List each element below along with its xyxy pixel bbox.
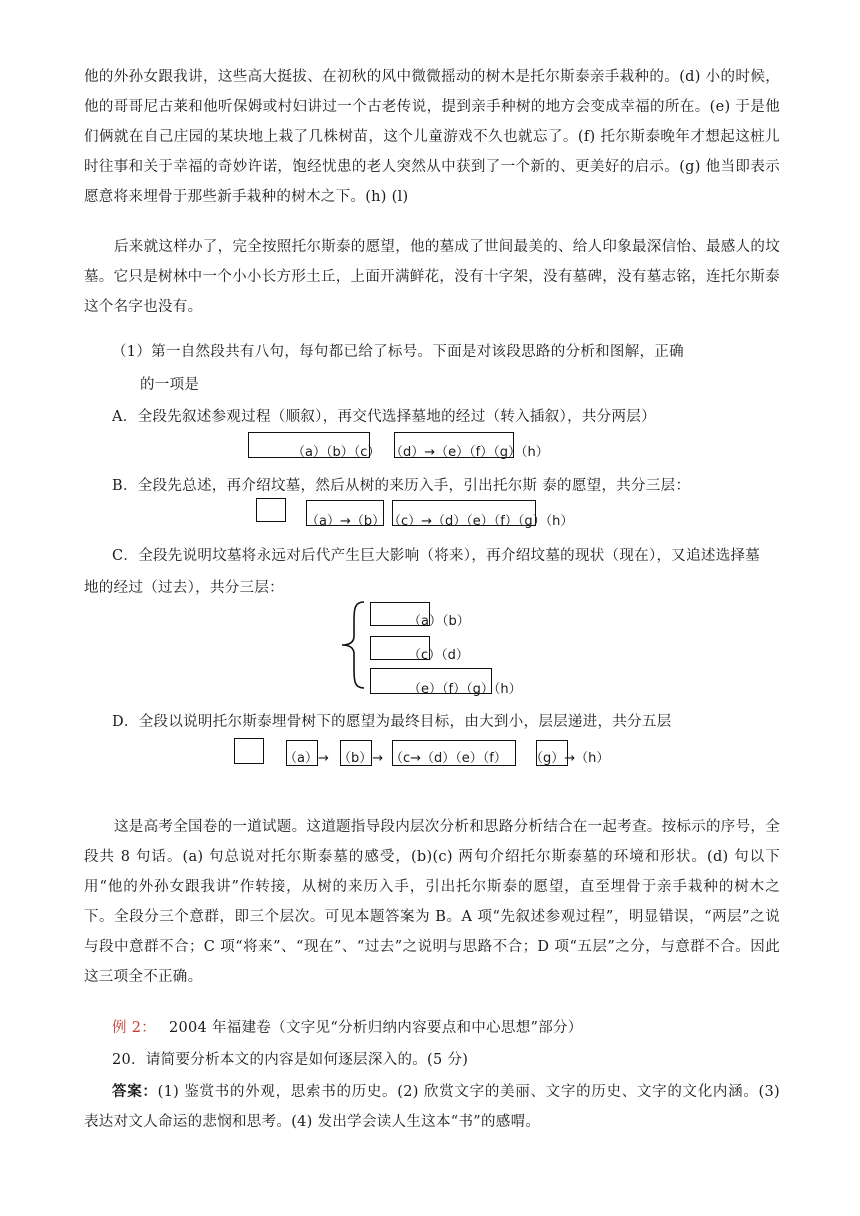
diagram-c-text-2: （c）（d）	[408, 648, 469, 663]
example-2-line	[112, 1016, 583, 1037]
diagram-a-text-1: （a）（b）（c）	[292, 445, 381, 460]
answer-paragraph	[84, 1077, 780, 1137]
example-2-label: 例 2：	[112, 1020, 157, 1036]
diagram-b-box-1	[256, 498, 286, 522]
option-d: D．全段以说明托尔斯泰埋骨树下的愿望为最终目标，由大到小，层层递进，共分五层	[112, 714, 672, 730]
option-c-line-2: 地的经过（过去），共分三层：	[84, 580, 284, 596]
option-a: A．全段先叙述参观过程（顺叙），再交代选择墓地的经过（转入插叙），共分两层）	[112, 409, 656, 425]
diagram-d-text-3: （c→（d）（e）（f）	[390, 751, 507, 766]
paragraph-1: 他的外孙女跟我讲，这些高大挺拔、在初秋的风中微微摇动的树木是托尔斯泰亲手栽种的。(d) 小的时候，他的哥哥尼古莱和他听保姆或村妇讲过一个古老传说，提到亲手种树的地方会变成幸福的所在。(e) 于是他们俩就在自己庄园的某块地上栽了几株树苗，这个儿童游戏不久也就忘了。(f) 托尔斯泰晚年才想起这桩儿时往事和关于幸福的奇妙许诺，饱经忧患的老人突然从中获到了一个新的、更美好的启示。(g) 他当即表示愿意将来埋骨于那些新手栽种的树木之下。(h) (l)	[84, 69, 780, 205]
diagram-a-text-2: （d）→（e）（f）（g）（h）	[390, 445, 549, 460]
diagram-c-text-1: （a）（b）	[408, 614, 470, 629]
diagram-d-text-4: （g）→（h）	[530, 751, 610, 766]
diagram-b-text-2: （c）→（d）（e）（f）（g）（h）	[388, 514, 574, 529]
diagram-d-text-1: （a）→	[284, 751, 329, 766]
answer-text: (1) 鉴赏书的外观，思索书的历史。(2) 欣赏文字的美丽、文字的历史、文字的文化内涵。(3) 表达对文人命运的悲悯和思考。(4) 发出学会读人生这本“书”的感喟。	[84, 1084, 780, 1130]
option-c-line-1: C．全段先说明坟墓将永远对后代产生巨大影响（将来），再介绍坟墓的现状（现在），又追述选择墓	[112, 548, 761, 564]
example-2-text: 2004 年福建卷（文字见“分析归纳内容要点和中心思想”部分）	[168, 1020, 583, 1036]
diagram-b-text-1: （a）→（b）	[306, 514, 386, 529]
question-1-line-2: 的一项是	[140, 377, 200, 393]
diagram-d-box-1	[234, 738, 264, 764]
analysis-paragraph: 这是高考全国卷的一道试题。这道题指导段内层次分析和思路分析结合在一起考查。按标示的序号，全段共 8 句话。(a) 句总说对托尔斯泰墓的感受，(b)(c) 两句介绍托尔斯泰墓的环境和形状。(d) 句以下用“他的外孙女跟我讲”作转接，从树的来历入手，引出托尔斯泰的愿望，直至埋骨于亲手栽种的树木之下。全段分三个意群，即三个层次。可见本题答案为 B。A 项“先叙述参观过程”，明显错误，“两层”之说与段中意群不合；C 项“将来”、“现在”、“过去”之说明与思路不合；D 项“五层”之分，与意群不合。因此这三项全不正确。	[84, 819, 780, 985]
diagram-d-text-2: （b）→	[338, 751, 384, 766]
option-b: B．全段先总述，再介绍坟墓，然后从树的来历入手，引出托尔斯 泰的愿望，共分三层：	[112, 478, 691, 494]
paragraph-2: 后来就这样办了，完全按照托尔斯泰的愿望，他的墓成了世间最美的、给人印象最深信怡、最感人的坟墓。它只是树林中一个小小长方形土丘，上面开满鲜花，没有十字架，没有墓碑，没有墓志铭，连托尔斯泰这个名字也没有。	[84, 239, 780, 315]
curly-brace-icon	[338, 600, 368, 690]
question-20: 20．请简要分析本文的内容是如何逐层深入的。(5 分)	[112, 1052, 469, 1068]
question-1-line-1: （1）第一自然段共有八句，每句都已给了标号。下面是对该段思路的分析和图解，正确	[112, 344, 684, 360]
diagram-c-text-3: （e）（f）（g）（h）	[408, 682, 522, 697]
answer-label: 答案：	[112, 1083, 158, 1100]
